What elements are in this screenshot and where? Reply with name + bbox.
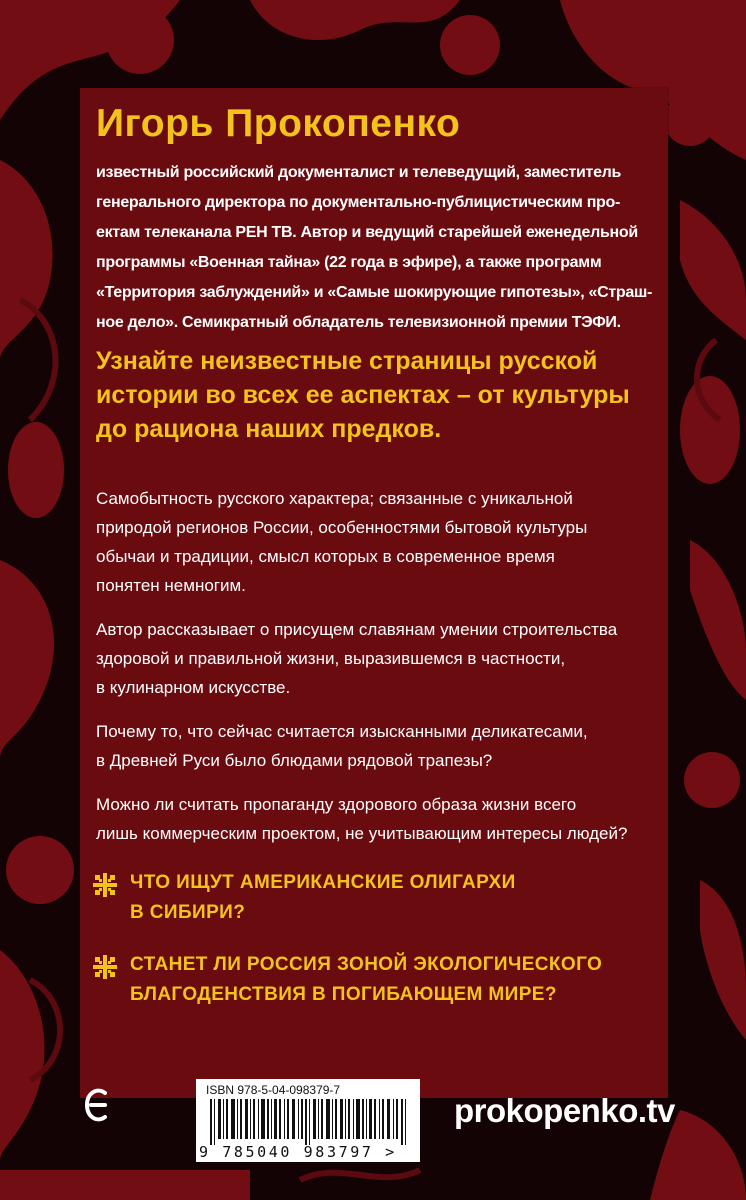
headline-line: истории во всех ее аспектах – от культуры bbox=[96, 381, 630, 409]
paragraph-line: Почему то, что сейчас считается изысканными деликатесами, bbox=[96, 722, 588, 741]
paragraph bbox=[96, 615, 660, 702]
bullet-list bbox=[92, 868, 662, 1032]
bullet-item bbox=[92, 950, 662, 1010]
bio-line: известный российский документалист и телеведущий, заместитель bbox=[96, 164, 622, 181]
paragraph-line: обычаи и традиции, смысл которых в современное время bbox=[96, 547, 555, 566]
bullet-line: БЛАГОДЕНСТВИЯ В ПОГИБАЮЩЕМ МИРЕ? bbox=[130, 984, 557, 1005]
paragraph-line: в Древней Руси было блюдами рядовой трапезы? bbox=[96, 751, 493, 770]
bullet-line: СТАНЕТ ЛИ РОССИЯ ЗОНОЙ ЭКОЛОГИЧЕСКОГО bbox=[130, 954, 603, 975]
paragraph bbox=[96, 717, 660, 775]
author-bio bbox=[96, 158, 658, 338]
paragraph-line: природой регионов России, особенностями бытовой культуры bbox=[96, 518, 588, 537]
headline bbox=[96, 344, 662, 446]
paragraph-line: Автор рассказывает о присущем славянам умении строительства bbox=[96, 620, 618, 639]
bio-line: программы «Военная тайна» (22 года в эфире), а также программ bbox=[96, 254, 602, 271]
paragraph-line: понятен немногим. bbox=[96, 576, 246, 595]
paragraph-line: лишь коммерческим проектом, не учитывающим интересы людей? bbox=[96, 824, 628, 843]
paragraph-line: Можно ли считать пропаганду здорового образа жизни всего bbox=[96, 795, 577, 814]
description bbox=[96, 484, 660, 863]
barcode-digits: 9 785040 983797 > bbox=[199, 1143, 397, 1161]
ornament-bullet-icon bbox=[92, 954, 118, 980]
bullet-line: ЧТО ИЩУТ АМЕРИКАНСКИЕ ОЛИГАРХИ bbox=[130, 872, 516, 893]
publisher-logo-icon bbox=[83, 1085, 111, 1125]
bio-line: ное дело». Семикратный обладатель телевизионной премии ТЭФИ. bbox=[96, 314, 621, 331]
paragraph bbox=[96, 484, 660, 600]
bullet-item bbox=[92, 868, 662, 928]
headline-line: Узнайте неизвестные страницы русской bbox=[96, 347, 598, 375]
barcode bbox=[196, 1079, 420, 1162]
paragraph-line: здоровой и правильной жизни, выразившемся в частности, bbox=[96, 649, 566, 668]
paragraph-line: в кулинарном искусстве. bbox=[96, 678, 291, 697]
ornament-bullet-icon bbox=[92, 872, 118, 898]
barcode-bars bbox=[206, 1099, 411, 1145]
bio-line: ектам телеканала РЕН ТВ. Автор и ведущий старейшей еженедельной bbox=[96, 224, 638, 241]
bio-line: «Территория заблуждений» и «Самые шокирующие гипотезы», «Страш- bbox=[96, 284, 653, 301]
website-url[interactable]: prokopenko.tv bbox=[454, 1092, 675, 1129]
isbn-label: ISBN 978-5-04-098379-7 bbox=[206, 1083, 341, 1097]
paragraph-line: Самобытность русского характера; связанные с уникальной bbox=[96, 489, 573, 508]
author-name: Игорь Прокопенко bbox=[96, 102, 461, 145]
headline-line: до рациона наших предков. bbox=[96, 415, 442, 443]
bio-line: генерального директора по документально-публицистическим про- bbox=[96, 194, 621, 211]
paragraph bbox=[96, 790, 660, 848]
bullet-line: В СИБИРИ? bbox=[130, 902, 246, 923]
